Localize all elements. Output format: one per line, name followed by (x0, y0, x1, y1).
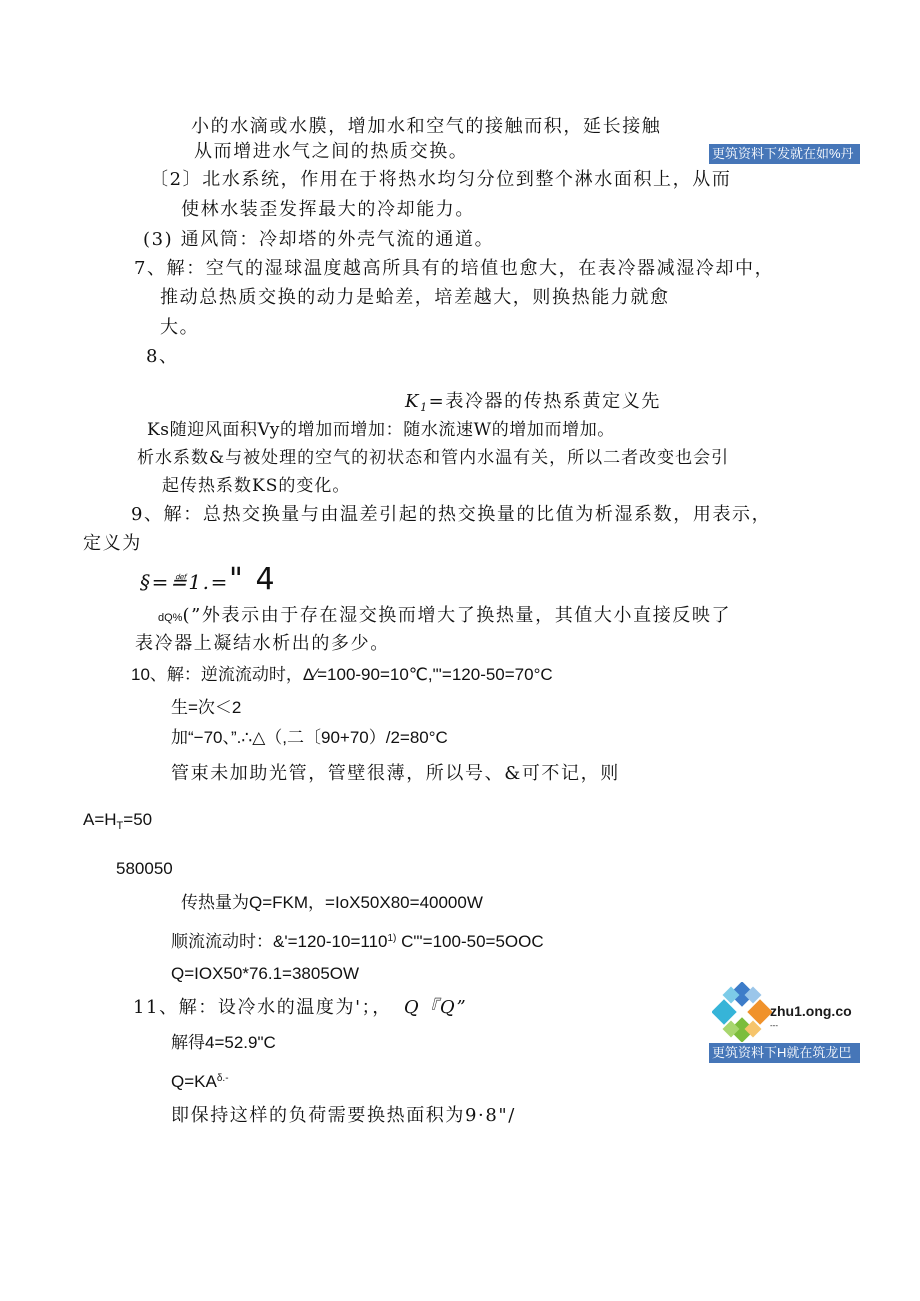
text-line: 析水系数&与被处理的空气的初状态和管内水温有关，所以二者改变也会引 (137, 448, 730, 468)
text-line: 解得4=52.9"C (171, 1033, 276, 1052)
text-line (171, 1067, 229, 1094)
text-fragment: (”外表示由于存在湿交换而增大了换热量，其值大小直接反映了 (182, 605, 732, 626)
text-line: (3) 通风筒：冷却塔的外壳气流的通道。 (143, 229, 495, 250)
text-line: 从而增进水气之间的热质交换。 (194, 141, 469, 162)
text-line: 使林水装歪发挥最大的冷却能力。 (181, 199, 475, 220)
text-line: 定义为 (83, 533, 142, 554)
dq-symbol: dQ% (158, 612, 183, 624)
text-line (171, 927, 544, 954)
text-line (158, 604, 731, 630)
text-line: 起传热系数KS的变化。 (162, 476, 351, 496)
flower-logo-icon (712, 982, 772, 1042)
eq-subscript: T (116, 820, 124, 832)
text-line: 〔2〕北水系统，作用在于将热水均匀分位到整个淋水面积上，从而 (150, 169, 732, 190)
text-fragment: C"'=100-50=5OOC (396, 932, 544, 951)
text-line: 10、解：逆流流动时，Δ⁄=100-90=10℃,"'=120-50=70°C (131, 665, 553, 684)
superscript: 1) (387, 933, 397, 944)
text-line: 生=次＜2 (171, 698, 242, 717)
eq-part: =50 (123, 810, 153, 829)
definition-line (405, 390, 661, 420)
definition-text: =表冷器的传热系黄定义先 (428, 391, 661, 412)
text-line: 加“−70、”.∴△（,二〔90+70）/2=80°C (171, 728, 448, 747)
text-line (133, 996, 467, 1020)
text-line: 小的水滴或水膜，增加水和空气的接触而积，延长接触 (191, 116, 662, 137)
k-subscript: 1 (420, 401, 429, 414)
watermark-logo-text: zhu1.ong.co (770, 1003, 852, 1019)
watermark-banner-top: 更筑资料下发就在如%丹 (709, 144, 860, 164)
text-fragment: Q=KA (171, 1072, 217, 1091)
equation-line (83, 808, 152, 838)
text-fragment: Q『Q” (403, 997, 468, 1018)
formula-left: §=≝1.= (140, 570, 229, 594)
watermark-banner-bottom: 更筑资料下H就在筑龙巴 (709, 1043, 860, 1063)
text-line: 9、解：总热交换量与由温差引起的热交换量的比值为析湿系数，用表示， (131, 504, 772, 525)
text-fragment: 11、解：设冷水的温度为'；， (133, 997, 392, 1018)
text-line: 7、解：空气的湿球温度越高所具有的培值也愈大，在表冷器减湿冷却中， (134, 258, 775, 279)
formula-right: " 4 (228, 562, 277, 597)
text-line: 传热量为Q=FKM，=IoX50X80=40000W (181, 893, 483, 912)
k-symbol: K (405, 391, 421, 412)
text-line: 推动总热质交换的动力是蛤差，培差越大，则换热能力就愈 (160, 287, 670, 308)
text-line: 8、 (146, 346, 179, 367)
text-line: 大。 (160, 317, 200, 338)
text-line: Ks随迎风面积Vy的增加而增加：随水流速W的增加而增加。 (147, 420, 615, 440)
watermark-logo-subtext: --- (770, 1021, 778, 1030)
text-line: 管束未加助光管，管壁很薄，所以号、&可不记，则 (171, 763, 620, 784)
formula-line (140, 563, 276, 597)
watermark-logo (712, 982, 772, 1042)
text-fragment: 顺流流动时：&'=120-10=110 (171, 932, 388, 951)
eq-part: A=H (83, 810, 117, 829)
text-line: 表冷器上凝结水析出的多少。 (135, 633, 390, 654)
text-line: 580050 (116, 859, 173, 878)
text-line: 即保持这样的负荷需要换热面积为9·8"/ (171, 1105, 516, 1126)
superscript: δ.- (216, 1073, 229, 1084)
text-line: Q=IOX50*76.1=3805OW (171, 964, 360, 983)
